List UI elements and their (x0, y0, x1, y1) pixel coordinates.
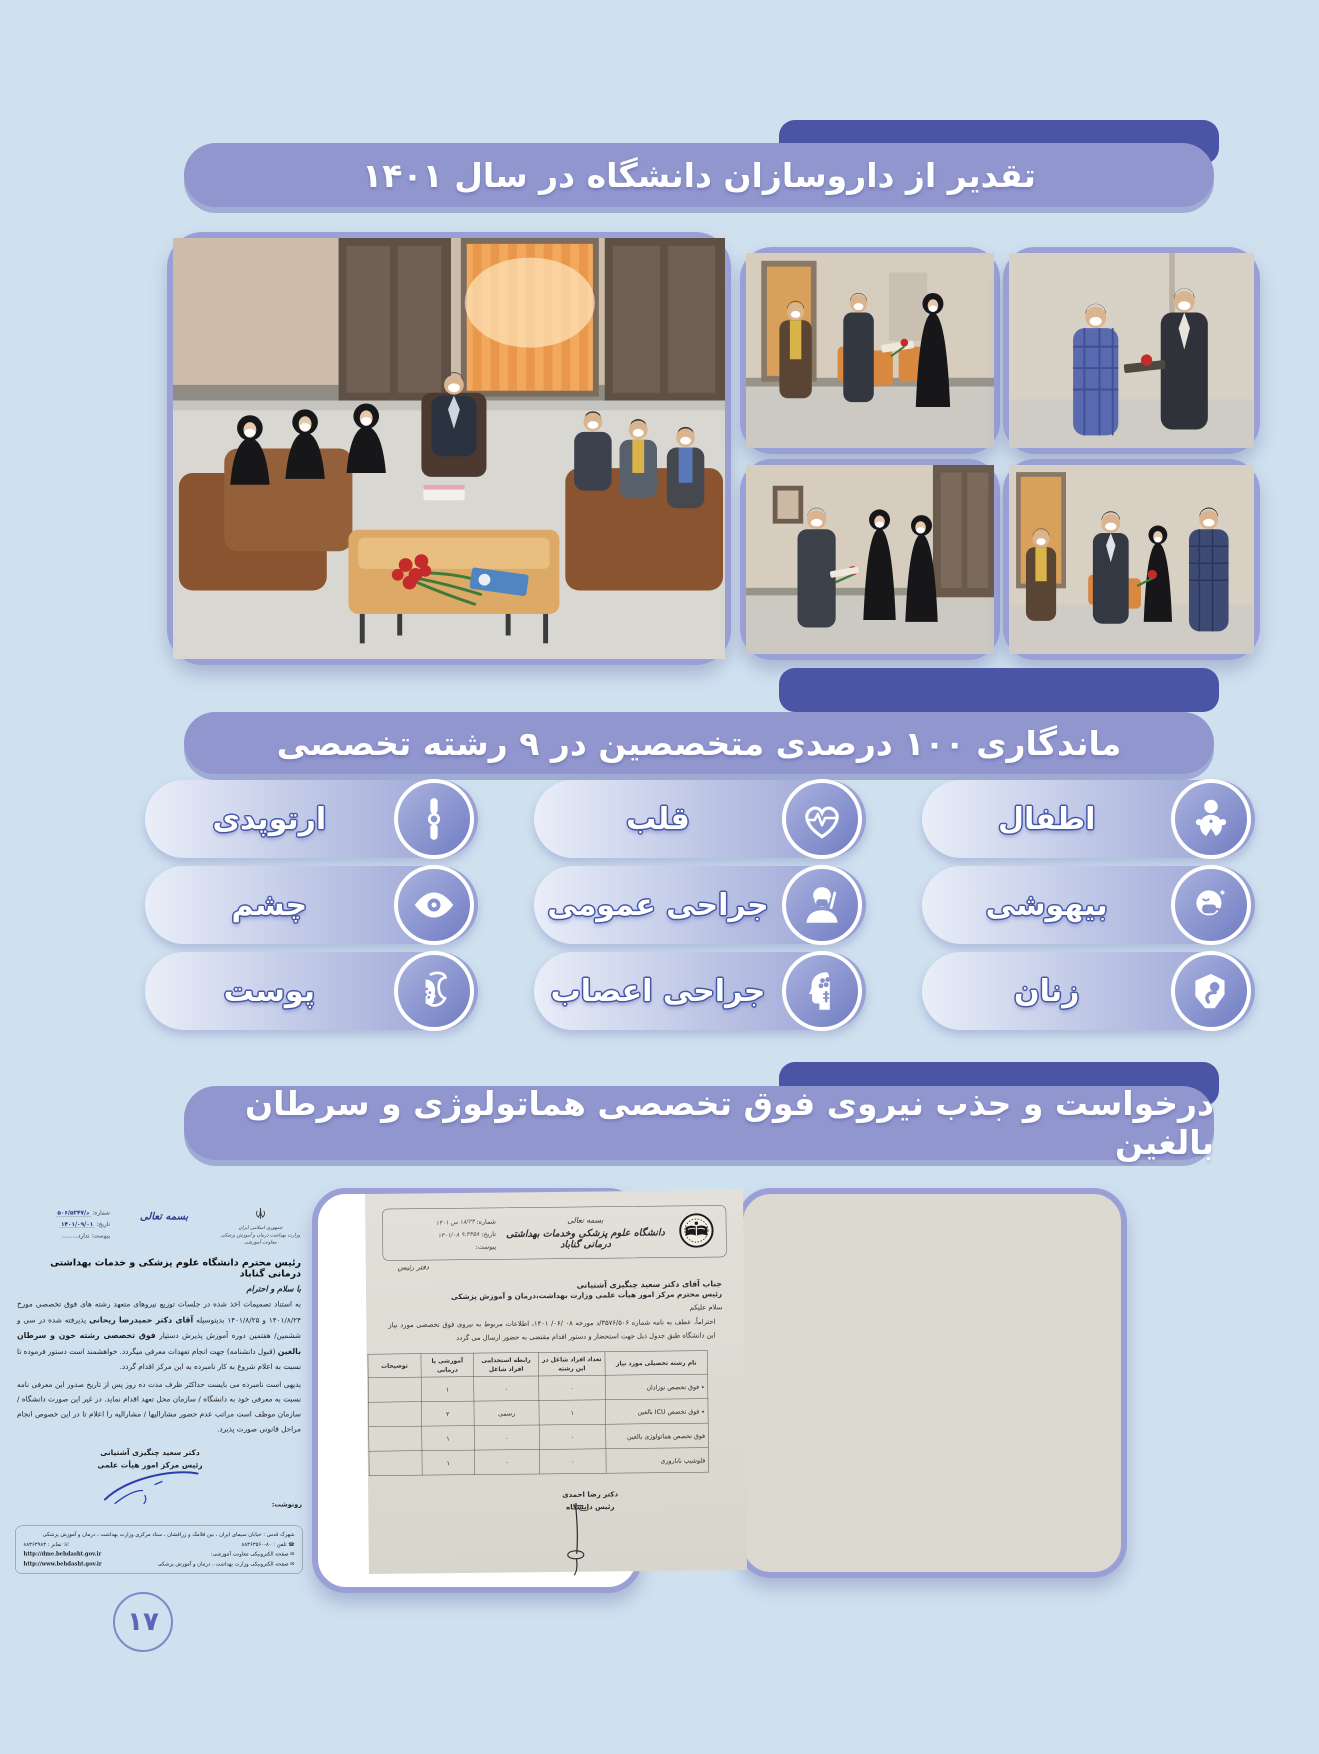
photo-award-4 (1003, 459, 1260, 660)
field-date-value: ۹.۴۴۵۸ ۱۴۰۱/۰۸ (437, 1229, 480, 1239)
field-attachment-label: پیوست: (91, 1232, 110, 1239)
footer-web1-url: http://dme.behdasht.gov.ir (23, 1551, 102, 1558)
face-skin-icon (394, 951, 474, 1031)
specialties-grid (145, 780, 1255, 1030)
iran-emblem (218, 1207, 303, 1246)
award-4-illustration (1009, 465, 1254, 654)
baby-icon (1171, 779, 1251, 859)
footer-web1-label: ✉ صفحه الکترونیکی معاونت آموزشی: (210, 1551, 295, 1558)
letter-fields (15, 1207, 110, 1242)
cc-label: رونوشت: (271, 1500, 302, 1509)
field-number-value: ۱۸/۲۴ س ۱۴۰۱ (435, 1217, 475, 1227)
signature-scribble (555, 1502, 611, 1578)
besmele: بسمه تعالی (139, 1210, 189, 1222)
signatory-name: دکتر سعید چنگیزی آشتیانی (100, 1447, 200, 1457)
letter-fields (391, 1215, 496, 1254)
eye-icon (394, 865, 474, 945)
specialty-label: قلب (626, 801, 690, 837)
col-header: آموزشی یا درمانی (421, 1353, 474, 1377)
brain-head-icon (782, 951, 862, 1031)
field-number-label: شماره: (92, 1209, 110, 1216)
page-number: ۱۷ (127, 1607, 159, 1637)
signatory-role: رئیس مرکز امور هیأت علمی (97, 1460, 203, 1470)
footer-web2-url: http://www.behdasht.gov.ir (23, 1561, 102, 1568)
letter-body: احتراماً، عطف به نامه شماره ۳۵۷۶/۵۰۶/د مورخه ۰۸ /۰۶/ ۱۴۰۱، اطلاعات مربوط به نیروی فوق تخصصی مورد نیاز این دانشگاه طبق جدول ذیل جهت استحضار و دستور اقدام مقتضی به حضور ارسال می گردد (388, 1317, 716, 1343)
col-header: نام رشته تحصیلی مورد نیاز (605, 1351, 708, 1376)
table-row: ٭ فوق تخصص ICU بالغین ۱ رسمی ۲ (368, 1399, 708, 1427)
signature-block (75, 1446, 225, 1472)
footer-address: شهرک قدس : خیابان سیمای ایران ، بین فلامک و زرافشان ، ستاد مرکزی وزارت بهداشت ، درمان و آموزش پزشکی (42, 1531, 295, 1538)
specialty-pill-dermatology (145, 952, 478, 1030)
section-title-pharmacists: تقدیر از داروسازان دانشگاه در سال ۱۴۰۱ (362, 155, 1036, 195)
award-2-illustration (1009, 253, 1254, 448)
col-header: تعداد افراد شاغل در این رشته (538, 1352, 605, 1376)
award-3-illustration (746, 465, 994, 654)
section-title-recruitment: درخواست و جذب نیروی فوق تخصصی هماتولوژی و سرطان بالغین (244, 1084, 1214, 1162)
specialty-pill-gynecology (922, 952, 1255, 1030)
col-header: رابطه استخدامی افراد شاغل (474, 1352, 539, 1376)
table-row: ٭ فوق تخصص نوزادان ۰ ۰ ۱ (368, 1374, 708, 1402)
letter-header-center (496, 1215, 675, 1251)
letter-footer (15, 1525, 303, 1574)
specialty-label: چشم (231, 887, 308, 923)
knee-joint-icon (394, 779, 474, 859)
specialty-label: جراحی عمومی (547, 887, 769, 923)
page-number-badge (113, 1592, 173, 1652)
fetus-icon (1171, 951, 1251, 1031)
surgeon-icon (782, 865, 862, 945)
award-1-illustration (746, 253, 994, 448)
mail-icon: ✉ (290, 1551, 295, 1558)
specialty-pill-neurosurgery (534, 952, 867, 1030)
iran-emblem-icon (253, 1207, 268, 1222)
field-date-label: تاریخ: (96, 1220, 110, 1228)
letter-header (382, 1205, 727, 1261)
org-line-1: جمهوری اسلامی ایران (238, 1225, 283, 1231)
specialty-label: اطفال (997, 801, 1096, 837)
heart-pulse-icon (782, 779, 862, 859)
office-of-president: دفتر رئیس (397, 1263, 429, 1272)
field-date-label: تاریخ: (481, 1229, 496, 1238)
table-row: فوق تخصص هماتولوژی بالغین ۰ ۰ ۱ (369, 1423, 709, 1451)
newsletter-page (17, 0, 1319, 1754)
phone-icon: ☎ (288, 1541, 295, 1548)
signatory-name: دکتر رضا احمدی (562, 1490, 619, 1499)
letter-addressee: رئیس محترم دانشگاه علوم پزشکی و خدمات بهداشتی درمانی گناباد (50, 1257, 301, 1279)
photo-meeting-room (167, 232, 731, 665)
specialty-pill-general-surgery (534, 866, 867, 944)
besmele: بسمه تعالی (567, 1215, 604, 1225)
banner-accent-tab-2 (779, 668, 1219, 712)
signature-block (535, 1488, 645, 1514)
letter-salutation: با سلام و احترام (246, 1284, 301, 1294)
specialty-pill-ophthalmology (145, 866, 478, 944)
col-header: توضیحات (368, 1354, 421, 1378)
university-logo-icon (678, 1212, 715, 1249)
footer-phone: ☎ تلفن : ۸۰-۸۸۳۶۳۵۶۰ (241, 1541, 295, 1548)
university-letter-scan (381, 1188, 1127, 1578)
letter-salutation: سلام علیکم (689, 1303, 723, 1312)
footer-fax: ☏ نمابر : ۸۸۳۶۳۹۸۳ (23, 1541, 70, 1548)
university-name: دانشگاه علوم پزشکی وخدمات بهداشتی درمانی گناباد (506, 1226, 665, 1250)
anesthesia-mask-icon (1171, 865, 1251, 945)
footer-web2-label: ✉ صفحه الکترونیکی وزارت بهداشت ، درمان و آموزش پزشکی (157, 1561, 295, 1568)
mail-icon: ✉ (290, 1561, 295, 1568)
org-line-3: معاونت آموزشی (244, 1239, 277, 1245)
specialty-label: پوست (223, 973, 316, 1009)
table-row: فلوشیپ ناباروری ۰ ۰ ۱ (369, 1448, 709, 1476)
letter-addressee-role: رئیس محترم مرکز امور هیأت علمی وزارت بهداشت،درمان و آموزش پزشکی (450, 1290, 723, 1302)
org-line-2: وزارت بهداشت درمان و آموزش پزشکی (220, 1232, 301, 1238)
photo-award-3 (740, 459, 1000, 660)
signature-scribble (95, 1464, 205, 1509)
specialty-label: جراحی اعصاب (550, 973, 766, 1009)
specialty-pill-anesthesia (922, 866, 1255, 944)
meeting-room-illustration (173, 238, 725, 659)
signatory-role: رئیس دانشگاه (566, 1502, 615, 1512)
section-banner-retention (184, 712, 1214, 774)
photo-award-1 (740, 247, 1000, 454)
specialty-label: ارتوپدی (212, 801, 327, 837)
letter-header (15, 1207, 303, 1246)
section-banner-recruitment (184, 1086, 1214, 1160)
fax-icon: ☏ (63, 1541, 70, 1548)
letter-paragraph-1: به استناد تصمیمات اخذ شده در جلسات توزیع نیروهای متعهد رشته های فوق تخصصی مورخ ۱۴۰۱/۸/۲۴ و ۱۴۰۱/۸/۲۵ بدینوسیله آقای دکتر حمیدرضا ریحانی پذیرفته شده در سی و ششمین/ هفتمین دوره آموزش پذیرش دستیار فوق تخصصی رشته خون و سرطان بالغین (قبول دانشنامه) جهت انجام تعهدات معرفی میگردد. خواهشمند است دستور فرموده تا نسبت به اعلام شروع به کار نامبرده به این مرکز اقدام گردد. (17, 1300, 301, 1372)
letter-paragraph-2: بدیهی است نامبرده می بایست حداکثر ظرف مدت ده روز پس از تاریخ صدور این معرفی نامه نسبت به معرفی خود به دانشگاه / سازمان محل تعهد اقدام نماید. در غیر این صورت دانشگاه / سازمان موظف است مراتب عدم حضور مشارالیها / مشارالیه را اعلام تا در این خصوص انجام مراحل قانونی صورت پذیرد. (17, 1380, 301, 1434)
specialty-pill-cardiology (534, 780, 867, 858)
specialty-label: بیهوشی (985, 887, 1108, 923)
section-banner-pharmacists (184, 143, 1214, 207)
section-title-retention: ماندگاری ۱۰۰ درصدی متخصصین در ۹ رشته تخصصی (276, 723, 1122, 763)
field-attachment-label: پیوست: (475, 1242, 497, 1251)
specialty-label: زنان (1013, 973, 1080, 1009)
photo-award-2 (1003, 247, 1260, 454)
specialty-pill-pediatrics (922, 780, 1255, 858)
field-date-value: ۱۴۰۱/۰۹/۰۱ (61, 1220, 94, 1228)
letter-addressee: جناب آقای دکتر سعید چنگیزی آشتیانی (576, 1279, 723, 1290)
university-logo (675, 1212, 718, 1251)
field-number-value: د/۵۰۶/۵۲۴۷ (57, 1209, 90, 1216)
specialty-needs-table (368, 1350, 709, 1476)
field-number-label: شماره: (476, 1217, 496, 1226)
field-attachment-value: ندارد......... (61, 1232, 90, 1239)
specialty-pill-orthopedics (145, 780, 478, 858)
